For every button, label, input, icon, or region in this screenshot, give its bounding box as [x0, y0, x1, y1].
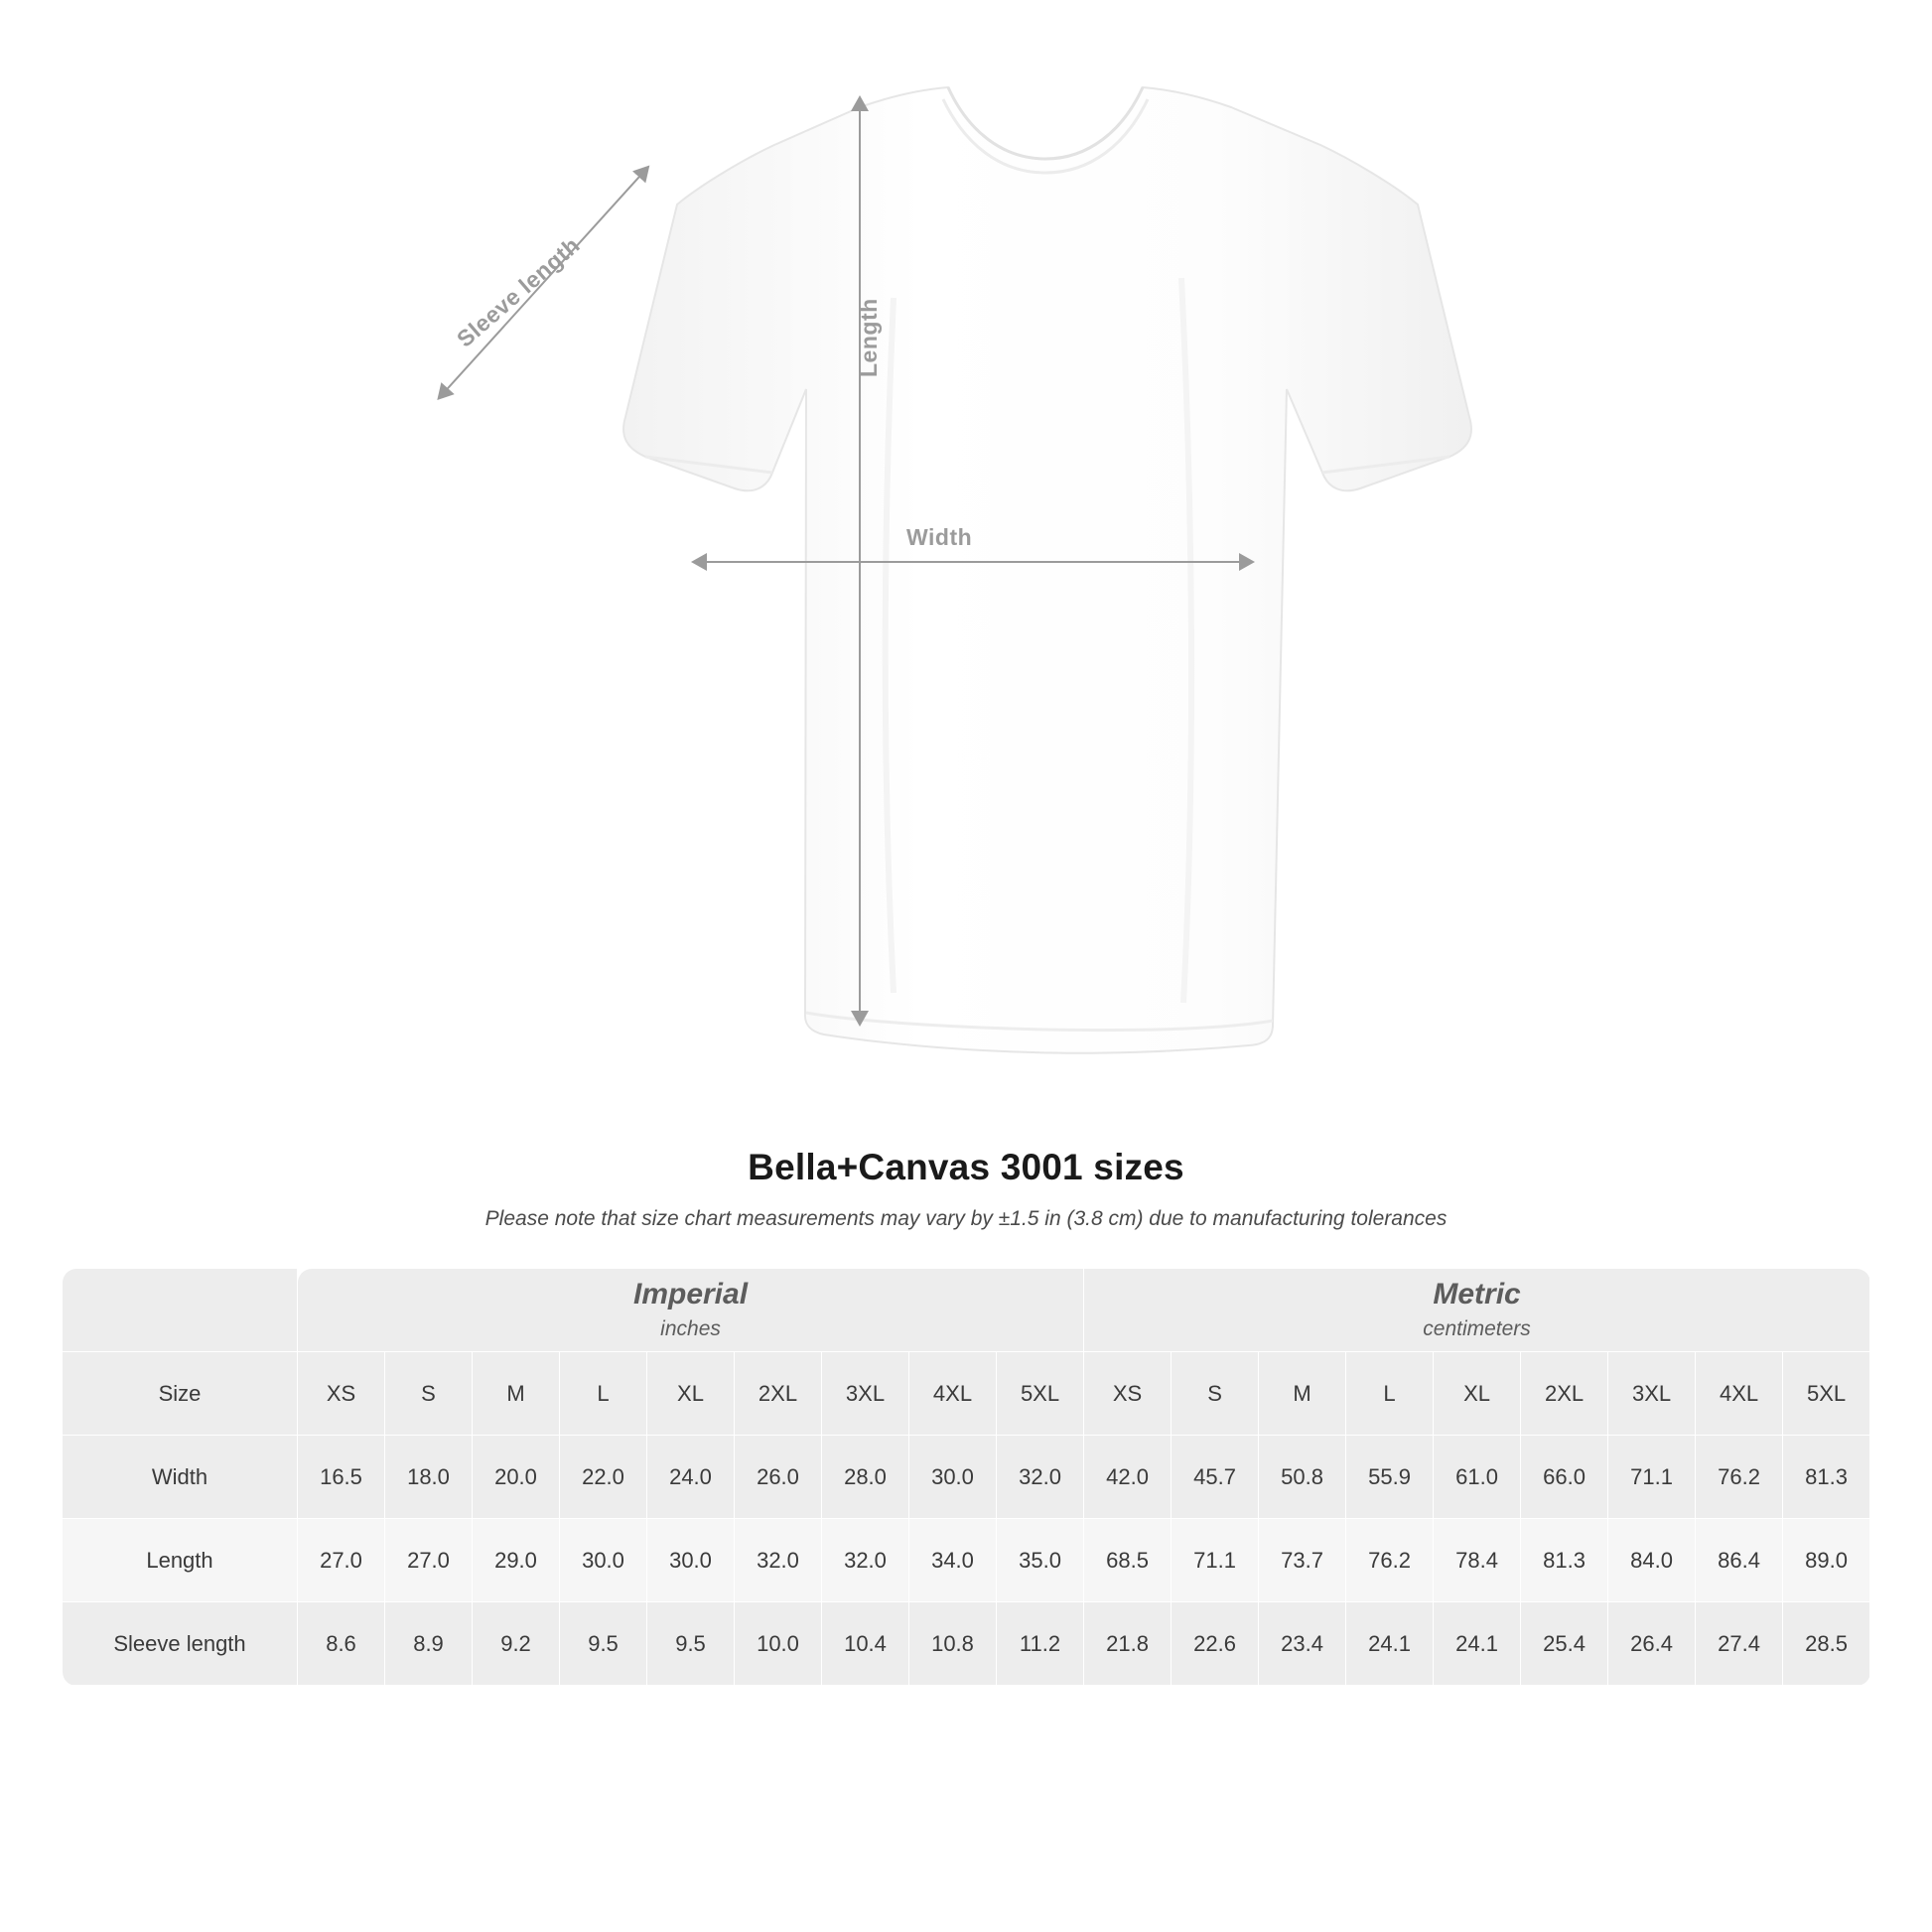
unit-header-metric: [1084, 1269, 1870, 1352]
unit-sub-imperial: inches: [660, 1316, 721, 1340]
column-header-size-8: 5XL: [997, 1352, 1084, 1436]
cell-length-3: 30.0: [560, 1519, 647, 1602]
row-label-sleeve-length: Sleeve length: [63, 1602, 298, 1686]
cell-width-5: 26.0: [735, 1436, 822, 1519]
cell-length-14: 81.3: [1521, 1519, 1608, 1602]
cell-sleeve-9: 21.8: [1084, 1602, 1172, 1686]
length-dimension-label: Length: [856, 298, 882, 377]
cell-length-7: 34.0: [909, 1519, 997, 1602]
column-header-size-7: 4XL: [909, 1352, 997, 1436]
cell-sleeve-11: 23.4: [1259, 1602, 1346, 1686]
column-header-size-9: XS: [1084, 1352, 1172, 1436]
width-dimension-label: Width: [906, 524, 973, 550]
cell-width-16: 76.2: [1696, 1436, 1783, 1519]
cell-length-5: 32.0: [735, 1519, 822, 1602]
table-row: [63, 1602, 1870, 1686]
cell-sleeve-0: 8.6: [298, 1602, 385, 1686]
cell-width-12: 55.9: [1346, 1436, 1434, 1519]
column-header-size-2: M: [473, 1352, 560, 1436]
cell-width-17: 81.3: [1783, 1436, 1870, 1519]
table-size-header-row: [63, 1352, 1870, 1436]
row-label-width: Width: [63, 1436, 298, 1519]
cell-length-13: 78.4: [1434, 1519, 1521, 1602]
cell-sleeve-12: 24.1: [1346, 1602, 1434, 1686]
cell-length-6: 32.0: [822, 1519, 909, 1602]
title-block: [0, 1147, 1932, 1231]
size-table-container: [62, 1268, 1870, 1686]
column-header-size: Size: [63, 1352, 298, 1436]
cell-width-10: 45.7: [1172, 1436, 1259, 1519]
cell-length-1: 27.0: [385, 1519, 473, 1602]
cell-length-2: 29.0: [473, 1519, 560, 1602]
column-header-size-11: M: [1259, 1352, 1346, 1436]
cell-width-9: 42.0: [1084, 1436, 1172, 1519]
cell-width-6: 28.0: [822, 1436, 909, 1519]
cell-length-16: 86.4: [1696, 1519, 1783, 1602]
unit-name-imperial: Imperial: [632, 1278, 749, 1311]
cell-width-14: 66.0: [1521, 1436, 1608, 1519]
page-title: Bella+Canvas 3001 sizes: [748, 1147, 1184, 1187]
cell-width-11: 50.8: [1259, 1436, 1346, 1519]
column-header-size-4: XL: [647, 1352, 735, 1436]
cell-length-12: 76.2: [1346, 1519, 1434, 1602]
column-header-size-13: XL: [1434, 1352, 1521, 1436]
cell-sleeve-5: 10.0: [735, 1602, 822, 1686]
cell-sleeve-15: 26.4: [1608, 1602, 1696, 1686]
unit-sub-metric: centimeters: [1423, 1316, 1531, 1340]
tshirt-shape: [623, 87, 1471, 1053]
cell-sleeve-7: 10.8: [909, 1602, 997, 1686]
cell-sleeve-6: 10.4: [822, 1602, 909, 1686]
cell-width-3: 22.0: [560, 1436, 647, 1519]
unit-header-imperial: [298, 1269, 1084, 1352]
cell-length-8: 35.0: [997, 1519, 1084, 1602]
table-row: [63, 1436, 1870, 1519]
cell-width-0: 16.5: [298, 1436, 385, 1519]
column-header-size-5: 2XL: [735, 1352, 822, 1436]
column-header-size-6: 3XL: [822, 1352, 909, 1436]
cell-sleeve-16: 27.4: [1696, 1602, 1783, 1686]
column-header-size-15: 3XL: [1608, 1352, 1696, 1436]
column-header-size-14: 2XL: [1521, 1352, 1608, 1436]
tolerance-note: Please note that size chart measurements may vary by ±1.5 in (3.8 cm) due to manufacturing tolerances: [484, 1207, 1448, 1230]
cell-sleeve-8: 11.2: [997, 1602, 1084, 1686]
cell-sleeve-13: 24.1: [1434, 1602, 1521, 1686]
cell-length-9: 68.5: [1084, 1519, 1172, 1602]
cell-length-11: 73.7: [1259, 1519, 1346, 1602]
cell-length-0: 27.0: [298, 1519, 385, 1602]
cell-width-2: 20.0: [473, 1436, 560, 1519]
cell-width-15: 71.1: [1608, 1436, 1696, 1519]
column-header-size-17: 5XL: [1783, 1352, 1870, 1436]
row-label-length: Length: [63, 1519, 298, 1602]
sleeve-length-dimension-label: Sleeve length: [452, 231, 585, 352]
cell-sleeve-10: 22.6: [1172, 1602, 1259, 1686]
unit-name-metric: Metric: [1433, 1278, 1521, 1311]
cell-width-13: 61.0: [1434, 1436, 1521, 1519]
cell-length-15: 84.0: [1608, 1519, 1696, 1602]
table-row: [63, 1519, 1870, 1602]
cell-sleeve-14: 25.4: [1521, 1602, 1608, 1686]
cell-width-8: 32.0: [997, 1436, 1084, 1519]
column-header-size-0: XS: [298, 1352, 385, 1436]
cell-sleeve-3: 9.5: [560, 1602, 647, 1686]
column-header-size-12: L: [1346, 1352, 1434, 1436]
unit-header-corner: [63, 1269, 298, 1352]
cell-width-7: 30.0: [909, 1436, 997, 1519]
cell-sleeve-4: 9.5: [647, 1602, 735, 1686]
column-header-size-16: 4XL: [1696, 1352, 1783, 1436]
cell-width-1: 18.0: [385, 1436, 473, 1519]
cell-sleeve-2: 9.2: [473, 1602, 560, 1686]
cell-length-17: 89.0: [1783, 1519, 1870, 1602]
cell-width-4: 24.0: [647, 1436, 735, 1519]
column-header-size-10: S: [1172, 1352, 1259, 1436]
column-header-size-1: S: [385, 1352, 473, 1436]
cell-sleeve-1: 8.9: [385, 1602, 473, 1686]
cell-length-10: 71.1: [1172, 1519, 1259, 1602]
cell-sleeve-17: 28.5: [1783, 1602, 1870, 1686]
cell-length-4: 30.0: [647, 1519, 735, 1602]
column-header-size-3: L: [560, 1352, 647, 1436]
table-unit-header-row: [63, 1269, 1870, 1352]
size-table: [62, 1268, 1870, 1686]
